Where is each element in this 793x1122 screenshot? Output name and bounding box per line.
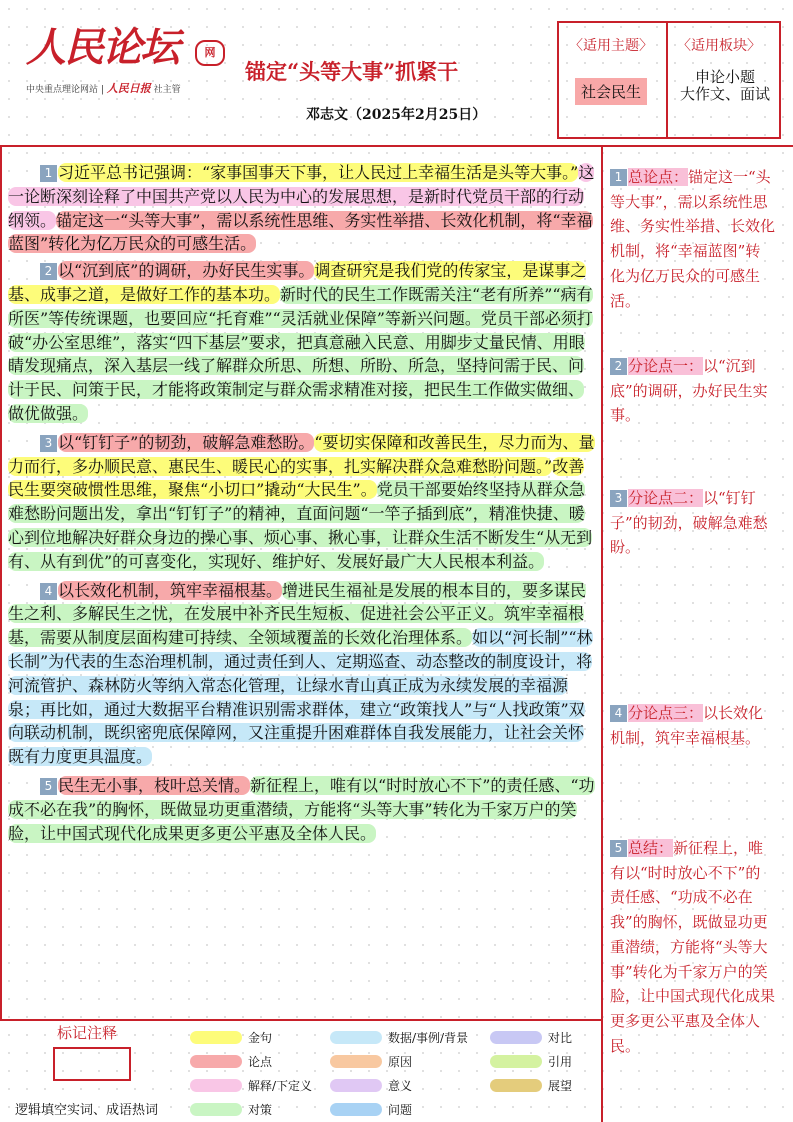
paragraph-2 xyxy=(8,259,598,426)
note-text: 新征程上，唯有以“时时放心不下”的责任感、“功成不必在我”的胸怀，既做显功更重潜绩，方能将“头等大事”转化为千家万户的笑脸，让中国式现代化成果更多更公平惠及全体人民。 xyxy=(610,839,776,1055)
legend-label: 数据/事例/背景 xyxy=(388,1031,469,1045)
logo-sub-paper: 人民日报 xyxy=(106,82,151,95)
number-badge: 1 xyxy=(40,165,57,182)
board-line-2: 大作文、面试 xyxy=(679,85,770,103)
highlight-yellow: 改善民生要突破惯性思维，聚焦“小切口”撬动“大民生”。 xyxy=(8,456,585,500)
note-label: 分论点一： xyxy=(628,357,704,375)
legend-sample-box xyxy=(53,1047,131,1081)
header-divider xyxy=(0,145,793,147)
paragraph-4 xyxy=(8,579,598,769)
sidebar-note-1 xyxy=(610,165,775,313)
number-badge: 2 xyxy=(610,358,627,375)
board-value xyxy=(671,69,779,103)
highlight-red: 以长效化机制，筑牢幸福根基。 xyxy=(58,580,283,600)
number-badge: 3 xyxy=(610,490,627,507)
board-line-1: 申论小题 xyxy=(694,68,755,86)
legend-note: 逻辑填空实词、成语热词 xyxy=(15,1103,159,1118)
legend-label: 原因 xyxy=(388,1055,413,1069)
logo-sub-suffix: 社主管 xyxy=(153,85,181,95)
column-divider xyxy=(601,145,603,1122)
note-label: 总结： xyxy=(628,839,674,857)
highlight-red: 锚定这一“头等大事”，需以系统性思维、务实性举措、长效化机制，将“幸福蓝图”转化为亿万民众的可感生活。 xyxy=(8,210,593,254)
sidebar-note-4 xyxy=(610,701,775,750)
legend-swatch xyxy=(490,1055,542,1068)
number-badge: 4 xyxy=(40,583,57,600)
board-header: 〈适用板块〉 xyxy=(677,38,761,54)
tag-divider xyxy=(666,23,668,137)
number-badge: 5 xyxy=(610,840,627,857)
legend-swatch xyxy=(190,1079,242,1092)
highlight-red: 民生无小事，枝叶总关情。 xyxy=(58,775,251,795)
highlight-red: 以“沉到底”的调研，办好民生实事。 xyxy=(58,261,315,281)
logo-subtitle: 中央重点理论网站 | 人民日报 社主管 xyxy=(26,82,181,95)
paragraph-5 xyxy=(8,774,598,845)
note-text: 锚定这一“头等大事”，需以系统性思维、务实性举措、长效化机制，将“幸福蓝图”转化为亿万民众的可感生活。 xyxy=(610,168,776,310)
logo-badge: 网 xyxy=(195,40,225,66)
legend-label: 意义 xyxy=(388,1079,413,1093)
legend-label: 对策 xyxy=(248,1103,273,1117)
highlight-yellow: “要切实保障和改善民生，尽力而为、量力而行，多办顺民意、惠民生、暖民心的实事，扎实解决群众急难愁盼问题。” xyxy=(8,432,595,476)
legend-swatch xyxy=(490,1079,542,1092)
legend-swatch xyxy=(190,1055,242,1068)
note-text: 以长效化机制，筑牢幸福根基。 xyxy=(610,704,764,747)
number-badge: 3 xyxy=(40,435,57,452)
number-badge: 4 xyxy=(610,705,627,722)
sidebar-note-5 xyxy=(610,836,775,1058)
legend-label: 引用 xyxy=(548,1055,573,1069)
paragraph-3 xyxy=(8,431,598,574)
number-badge: 5 xyxy=(40,778,57,795)
highlight-red: 以“钉钉子”的韧劲，破解急难愁盼。 xyxy=(58,432,315,452)
logo-sub-prefix: 中央重点理论网站 xyxy=(26,85,99,95)
theme-value: 社会民生 xyxy=(575,78,647,105)
author-date: 邓志文（2025年2月25日） xyxy=(306,107,487,123)
legend-swatch xyxy=(190,1103,242,1116)
note-label: 总论点： xyxy=(628,168,689,186)
sidebar-note-2 xyxy=(610,354,775,428)
legend-swatch xyxy=(330,1031,382,1044)
note-label: 分论点二： xyxy=(628,489,704,507)
highlight-pink: 这一论断深刻诠释了中国共产党以人民为中心的发展思想，是新时代党员干部的行动纲领。 xyxy=(8,163,595,230)
note-label: 分论点三： xyxy=(628,704,704,722)
legend-swatch xyxy=(190,1031,242,1044)
legend-label: 解释/下定义 xyxy=(248,1079,313,1093)
legend-title: 标记注释 xyxy=(57,1024,118,1042)
highlight-green: 增进民生福祉是发展的根本目的，要多谋民生之利、多解民生之忧，在发展中补齐民生短板、促进社会公平正义。筑牢幸福根基，需要从制度层面构建可持续、全领域覆盖的长效化治理体系。 xyxy=(8,580,587,648)
highlight-yellow: 调查研究是我们党的传家宝，是谋事之基、成事之道，是做好工作的基本功。 xyxy=(8,261,587,304)
highlight-blue: 如以“河长制”“林长制”为代表的生态治理机制，通过责任到人、定期巡查、动态整改的制度设计，将河流管护、森林防火等纳入常态化管理，让绿水青山真正成为永续发展的幸福源泉；再比如，通过大数据平台精准识别需求群体，建立“政策找人”与“人找政策”双向联动机制，既织密兜底保障网，又注重提升困难群体自我发展能力，让社会关怀既有力度更具温度。 xyxy=(8,628,593,767)
legend-divider xyxy=(0,1019,603,1021)
highlight-green: 新征程上，唯有以“时时放心不下”的责任感、“功成不必在我”的胸怀，既做显功更重潜绩，方能将“头等大事”转化为千家万户的笑脸，让中国式现代化成果更多更公平惠及全体人民。 xyxy=(8,775,595,843)
highlight-green: 党员干部要始终坚持从群众急难愁盼问题出发，拿出“钉钉子”的精神，直面问题“一竿子插到底”，精准快捷、暖心到位地解决好群众身边的操心事、烦心事、揪心事，让群众生活不断发生“从无到有、从有到优”的可喜变化，实现好、维护好、发展好最广大人民根本利益。 xyxy=(8,480,593,571)
legend-label: 展望 xyxy=(548,1079,573,1093)
frame-left-border xyxy=(0,145,2,1020)
article-body xyxy=(8,161,598,850)
paragraph-1 xyxy=(8,161,598,256)
logo-text: 人民论坛 xyxy=(26,24,178,71)
legend-label: 问题 xyxy=(388,1103,413,1117)
article-title: 锚定“头等大事”抓紧干 xyxy=(245,59,459,84)
legend-label: 论点 xyxy=(248,1055,273,1069)
legend-label: 金句 xyxy=(248,1031,273,1045)
theme-header: 〈适用主题〉 xyxy=(569,38,653,54)
note-text: 以“钉钉子”的韧劲，破解急难愁盼。 xyxy=(610,489,768,557)
highlight-green: 新时代的民生工作既需关注“老有所养”“病有所医”等传统课题，也要回应“托育难”“灵活就业保障”等新兴问题。党员干部必须打破“办公室思维”，落实“四下基层”要求，把真意融入民意、用脚步丈量民情、用眼睛发现痛点，深入基层一线了解群众所思、所想、所盼、所急，坚持问需于民、问计于民、问策于民，才能将政策制定与群众需求精准对接，把民生工作做实做细、做优做强。 xyxy=(8,284,593,423)
legend-label: 对比 xyxy=(548,1031,573,1045)
highlight-yellow: 习近平总书记强调：“家事国事天下事，让人民过上幸福生活是头等大事。” xyxy=(58,163,579,182)
number-badge: 1 xyxy=(610,169,627,186)
legend-swatch xyxy=(330,1103,382,1116)
note-text: 以“沉到底”的调研，办好民生实事。 xyxy=(610,357,768,425)
tag-box xyxy=(557,21,781,139)
sidebar-note-3 xyxy=(610,486,775,560)
legend-swatch xyxy=(490,1031,542,1044)
number-badge: 2 xyxy=(40,263,57,280)
legend-swatch xyxy=(330,1079,382,1092)
legend-swatch xyxy=(330,1055,382,1068)
